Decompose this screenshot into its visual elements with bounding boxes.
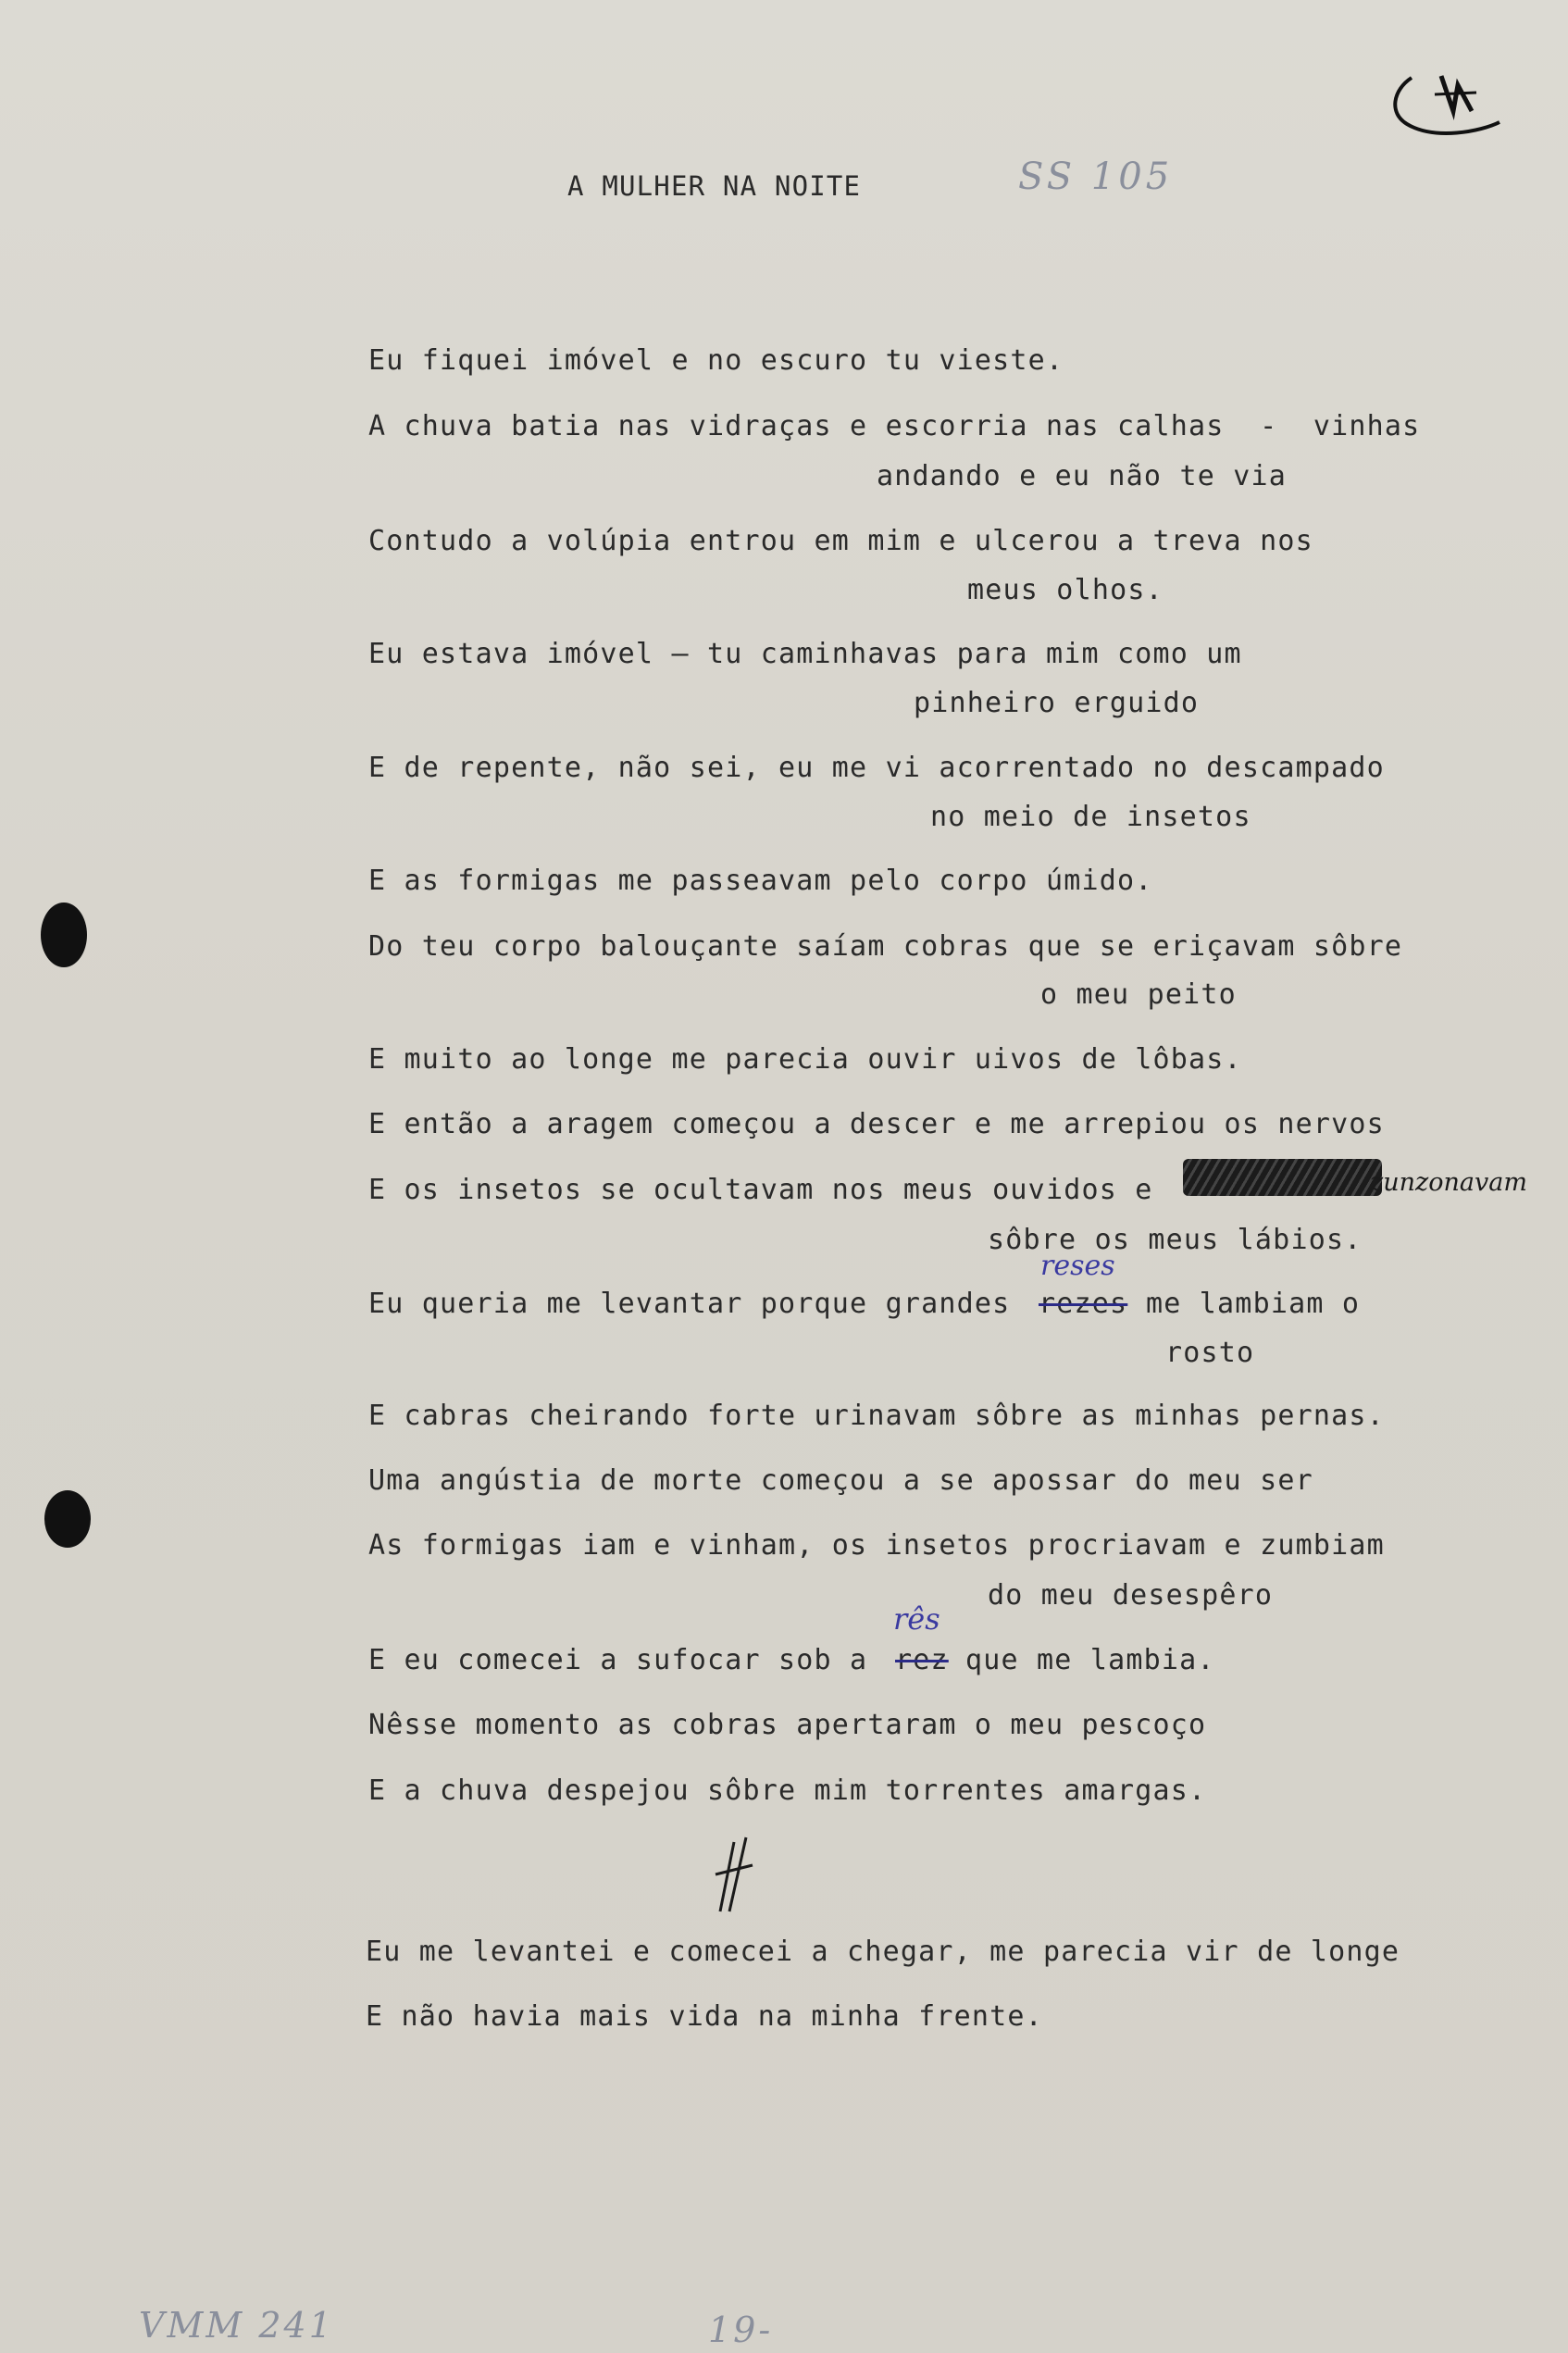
poem-line: Nêsse momento as cobras apertaram o meu pescoço bbox=[368, 1709, 1207, 1741]
poem-line: E muito ao longe me parecia ouvir uivos de lôbas. bbox=[368, 1043, 1242, 1076]
section-mark bbox=[711, 1833, 757, 1916]
poem-line: Uma angústia de morte começou a se apossar do meu ser bbox=[368, 1464, 1313, 1497]
punch-hole-top bbox=[41, 903, 87, 967]
poem-line: Contudo a volúpia entrou em mim e ulcerou a treva nos bbox=[368, 525, 1313, 557]
poem-line: E as formigas me passeavam pelo corpo úmido. bbox=[368, 865, 1153, 897]
poem-line: me lambiam o bbox=[1146, 1288, 1361, 1320]
archive-reference: VMM 241 bbox=[139, 2305, 334, 2346]
signature-mark bbox=[1384, 57, 1509, 141]
poem-line: A chuva batia nas vidraças e escorria nas calhas - vinhas bbox=[368, 410, 1421, 442]
poem-line: E então a aragem começou a descer e me arrepiou os nervos bbox=[368, 1108, 1385, 1140]
poem-line: que me lambia. bbox=[965, 1644, 1215, 1676]
poem-line: As formigas iam e vinham, os insetos procriavam e zumbiam bbox=[368, 1529, 1385, 1562]
poem-line: Do teu corpo balouçante saíam cobras que se eriçavam sôbre bbox=[368, 930, 1403, 963]
poem-title: A MULHER NA NOITE bbox=[567, 170, 862, 202]
poem-line: E não havia mais vida na minha frente. bbox=[366, 2000, 1043, 2033]
poem-line: Eu me levantei e comecei a chegar, me parecia vir de longe bbox=[366, 1936, 1400, 1968]
poem-line: Eu estava imóvel — tu caminhavas para mim como um bbox=[368, 638, 1242, 670]
poem-line: E a chuva despejou sôbre mim torrentes amargas. bbox=[368, 1774, 1207, 1807]
poem-line: rosto bbox=[1165, 1337, 1255, 1369]
correction-zunzonavam: zunzonavam bbox=[1370, 1168, 1527, 1197]
poem-line: E cabras cheirando forte urinavam sôbre as minhas pernas. bbox=[368, 1400, 1385, 1432]
poem-line: meus olhos. bbox=[967, 574, 1164, 606]
poem-line: E os insetos se ocultavam nos meus ouvidos e bbox=[368, 1174, 1153, 1206]
struck-word-rezes: rezes bbox=[1039, 1288, 1128, 1320]
poem-line: no meio de insetos bbox=[930, 801, 1251, 833]
correction-res: rês bbox=[893, 1601, 940, 1637]
page-number: 19- bbox=[708, 2309, 774, 2350]
punch-hole-bottom bbox=[44, 1490, 91, 1548]
poem-line: Eu queria me levantar porque grandes bbox=[368, 1288, 1011, 1320]
struck-word-rez: rez bbox=[895, 1644, 949, 1676]
poem-line: E eu comecei a sufocar sob a bbox=[368, 1644, 868, 1676]
poem-line: Eu fiquei imóvel e no escuro tu vieste. bbox=[368, 344, 1064, 377]
pencil-reference: SS 105 bbox=[1018, 156, 1174, 198]
poem-line: pinheiro erguido bbox=[914, 687, 1200, 719]
poem-line: E de repente, não sei, eu me vi acorrentado no descampado bbox=[368, 752, 1385, 784]
correction-reses: reses bbox=[1040, 1250, 1115, 1282]
scribble-out bbox=[1183, 1159, 1382, 1196]
poem-line: sôbre os meus lábios. bbox=[988, 1224, 1363, 1256]
poem-line: do meu desespêro bbox=[988, 1579, 1274, 1612]
poem-line: andando e eu não te via bbox=[877, 460, 1288, 492]
poem-line: o meu peito bbox=[1040, 978, 1237, 1011]
